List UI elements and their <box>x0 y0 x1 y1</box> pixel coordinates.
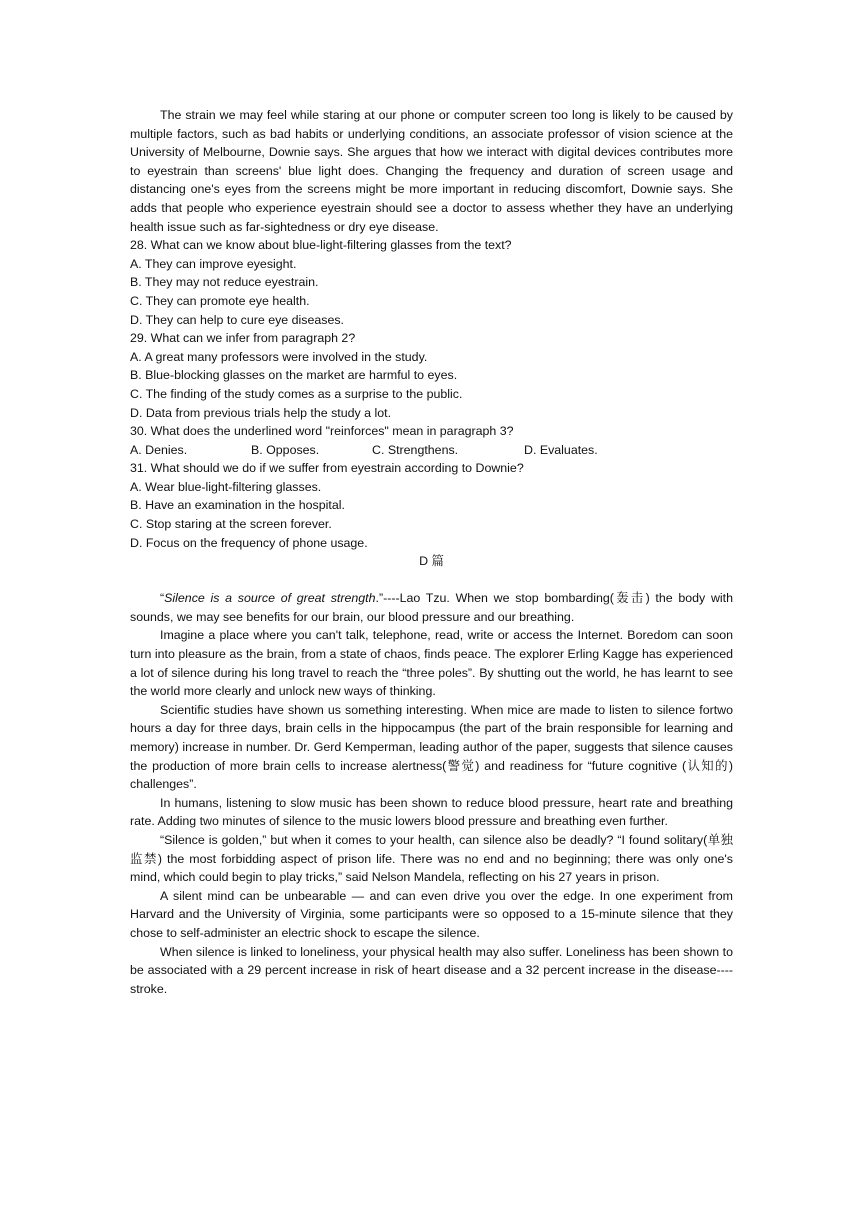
option-c: C. Strengthens. <box>372 442 459 457</box>
chinese-gloss: 认知的 <box>686 757 729 773</box>
option-a: A. They can improve eyesight. <box>130 256 297 271</box>
option-d: D. Data from previous trials help the study a lot. <box>130 405 392 420</box>
question-stem: 29. What can we infer from paragraph 2? <box>130 331 356 346</box>
section-title: D 篇 <box>419 554 444 569</box>
paragraph-text: ) challenges”. <box>130 758 734 792</box>
paragraph-text: ) the most forbidding aspect of prison life. There was no end and no beginning; there was only one's mind, which could begin to play tricks,” said Nelson Mandela, reflecting on his 27 years in prison. <box>130 851 733 885</box>
option-d: D. Evaluates. <box>524 442 598 457</box>
option-b: B. Have an examination in the hospital. <box>130 498 345 513</box>
option-b: B. Opposes. <box>251 442 320 457</box>
option-d: D. They can help to cure eye diseases. <box>130 312 344 327</box>
passage-d-paragraph-2: Imagine a place where you can't talk, telephone, read, write or access the Internet. Boredom can soon turn into pleasure as the brain, from a state of chaos, finds peace. The explorer Erling Kagge has experienced a lot of silence during his long travel to reach the “three poles”. By shutting out the world, he has learnt to see the world more clearly and unlock new ways of thinking. <box>130 628 733 699</box>
quote-mark: “ <box>160 591 165 606</box>
passage-d-paragraph-5 <box>130 831 733 887</box>
options-row <box>130 441 733 460</box>
option-b: B. They may not reduce eyestrain. <box>130 275 319 290</box>
chinese-gloss: 轰击 <box>613 590 646 606</box>
passage-d-paragraph-6: A silent mind can be unbearable — and can even drive you over the edge. In one experiment from Harvard and the University of Virginia, some participants were so opposed to a 15-minute silence that they chose to self-administer an electric shock to escape the silence. <box>130 888 733 940</box>
passage-c-last-paragraph: The strain we may feel while staring at our phone or computer screen too long is likely to be caused by multiple factors, such as bad habits or underlying conditions, an associate professor of vision science at the University of Melbourne, Downie says. She argues that how we interact with digital devices contributes more to eyestrain than screens' blue light does. Changing the frequency and duration of screen usage and distancing one's eyes from the screens might be more important in reducing discomfort, Downie says. She adds that people who experience eyestrain should see a doctor to assess whether they have an underlying health issue such as far-sightedness or dry eye disease. <box>130 108 733 234</box>
question-30 <box>130 422 733 459</box>
document-body <box>130 106 733 998</box>
question-29 <box>130 329 733 422</box>
paragraph-text: ) the body with sounds, we may see benefits for our brain, our blood pressure and our breathing. <box>130 591 733 624</box>
chinese-gloss: 单独监禁 <box>130 831 733 866</box>
passage-d-paragraph-3 <box>130 701 733 794</box>
paragraph-text: Scientific studies have shown us something interesting. When mice are made to listen to silence fortwo hours a day for three days, brain cells in the hippocampus (the part of the brain responsible for learning and memory) increase in number. Dr. Gerd Kemperman, leading author of the paper, suggests that silence causes the production of more brain cells to increase alertness( <box>130 702 733 773</box>
passage-d-paragraph-1 <box>130 589 733 626</box>
option-c: C. The finding of the study comes as a surprise to the public. <box>130 386 463 401</box>
paragraph-text: “Silence is golden,” but when it comes to your health, can silence also be deadly? “I found solitary( <box>160 832 708 847</box>
chinese-gloss: 警觉 <box>446 757 476 773</box>
question-28 <box>130 236 733 329</box>
paragraph-text: ) and readiness for “future cognitive ( <box>475 758 687 773</box>
option-c: C. Stop staring at the screen forever. <box>130 517 332 532</box>
passage-d-paragraph-7: When silence is linked to loneliness, your physical health may also suffer. Loneliness has been shown to be associated with a 29 percent increase in risk of heart disease and a 32 percent increase in the disease---- stroke. <box>130 944 733 996</box>
passage-d-paragraph-4: In humans, listening to slow music has been shown to reduce blood pressure, heart rate and breathing rate. Adding two minutes of silence to the music lowers blood pressure and breathing even further. <box>130 795 733 829</box>
question-stem: 28. What can we know about blue-light-filtering glasses from the text? <box>130 238 512 253</box>
question-31 <box>130 459 733 552</box>
option-a: A. Wear blue-light-filtering glasses. <box>130 479 322 494</box>
option-a: A. A great many professors were involved in the study. <box>130 349 428 364</box>
paragraph-text: .”----Lao Tzu. When we stop bombarding( <box>375 591 614 606</box>
option-a: A. Denies. <box>130 442 188 457</box>
question-stem: 30. What does the underlined word "reinforces" mean in paragraph 3? <box>130 424 514 439</box>
question-stem: 31. What should we do if we suffer from eyestrain according to Downie? <box>130 461 524 476</box>
option-c: C. They can promote eye health. <box>130 293 310 308</box>
option-d: D. Focus on the frequency of phone usage. <box>130 535 368 550</box>
quote-text: Silence is a source of great strength <box>164 591 376 606</box>
option-b: B. Blue-blocking glasses on the market are harmful to eyes. <box>130 368 458 383</box>
